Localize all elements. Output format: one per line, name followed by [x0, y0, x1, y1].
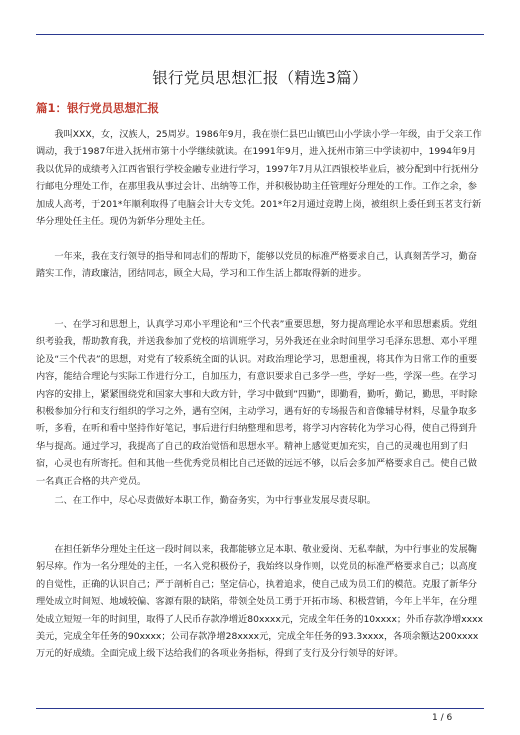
paragraph-1: [36, 126, 484, 245]
paragraph-text: 一、在学习和思想上，认真学习邓小平理论和“三个代表”重要思想，努力提高理论水平和思想素质。党组织考验我，帮助教育我，并送我参加了党校的培训班学习，另外我还在业余时间里学习毛泽东思想、邓小平理论及“三个代表”的思想，对党有了较系统全面的认识。对政治理论学习，思想重视，将其作为日常工作的重要内容，能结合理论与实际工作进行分工，自加压力，有意识要求自己多学一些，学好一些，学深一些。在学习内容的安排上，紧紧围绕党和国家大事和大政方针，学习中做到”四勤”，即勤看，勤听，勤记，勤思，平时除积极参加分行和支行组织的学习之外，遇有空闲，主动学习，遇有好的专场报告和音像辅导材料，尽量争取多听，多看，在听和看中坚持作好笔记，事后进行归纳整理和思考，将学习内容转化为学习心得，使自己得到升华与提高。通过学习，我提高了自己的政治觉悟和思想水平。精神上感觉更加充实，自己的灵魂也用到了归宿，心灵也有所寄托。但和其他一些优秀党员相比自己还做的远远不够，以后会多加严格要求自己。使自己做一名真正合格的共产党员。: [36, 319, 478, 487]
paragraph-text: 二、在工作中，尽心尽责做好本职工作，勤奋务实，为中行事业发展尽责尽职。: [36, 495, 376, 506]
footer-rule: [36, 708, 484, 709]
section-heading: 篇1：银行党员思想汇报: [36, 101, 160, 115]
page-number: 1 / 6: [432, 713, 453, 723]
header-rule: [36, 34, 484, 35]
paragraph-text: 在担任新华分理处主任这一段时间以来，我都能够立足本职、敬业爱岗、无私奉献，为中行事业的发展鞠躬尽瘁。作为一名分理处的主任，一名入党积极份子，我始终以身作则，以党员的标准严格要求自己；以高度的自觉性，正确的认识自己；严于剖析自己；坚定信心，执着追求，使自己成为员工们的模范。克服了新华分理处成立时间短、地域较偏、客源有限的缺陷，带领全处员工勇于开拓市场、积极营销，今年上半年，在分理处成立短短一年的时间里，取得了人民币存款净增近80xxxx元，完成全年任务的10xxxx；外币存款净增xxxx美元，完成全年任务的90xxxx；公司存款净增28xxxx元，完成全年任务的93.3xxxx，各项余额达200xxxx万元的好成绩。全面完成上级下达给我们的各项业务指标，得到了支行及分行领导的好评。: [36, 544, 483, 660]
paragraph-2: [36, 248, 484, 298]
paragraph-text: 一年来，我在支行领导的指导和同志们的帮助下，能够以党员的标准严格要求自己，认真刻苦学习，勤奋踏实工作，清政廉洁，团结同志，顾全大局，学习和工作生活上都取得新的进步。: [36, 251, 477, 280]
paragraph-text: 我叫XXX，女，汉族人，25周岁。1986年9月，我在崇仁县巴山镇巴山小学读小学一年级，由于父亲工作调动，我于1987年进入抚州市第十小学继续就读。在1991年9月，进入抚州市第三中学读初中，1994年9月我以优异的成绩考入江西省银行学校金融专业进行学习，1997年7月从江西银校毕业后，被分配到中行抚州分行邮电分理处工作，在那里我从事过会计、出纳等工作，并积极协助主任管理好分理处的工作。工作之余，参加成人高考，于201*年顺利取得了电脑会计大专文凭。201*年2月通过竞聘上岗，被组织上委任到玉茗支行新华分理处任主任。现仍为新华分理处主任。: [36, 129, 482, 228]
paragraph-3: [36, 316, 484, 505]
paragraph-5: [36, 541, 484, 678]
paragraph-4: [36, 492, 484, 524]
document-title: 银行党员思想汇报（精选3篇）: [152, 69, 368, 87]
